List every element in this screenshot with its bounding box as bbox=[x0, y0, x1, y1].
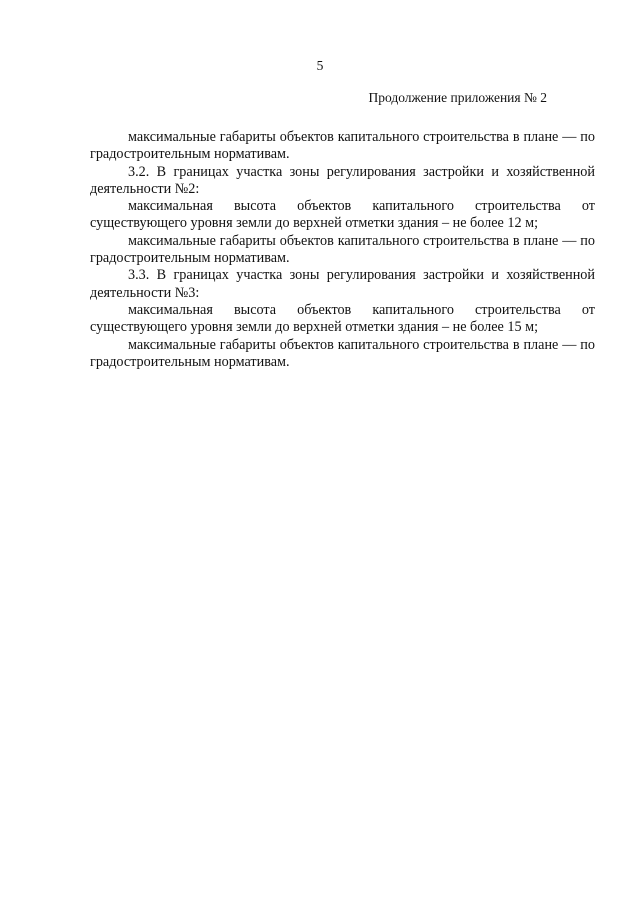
paragraph-dimensions-zone-3: максимальные габариты объектов капитального строительства в плане — по градостроительным нормативам. bbox=[90, 336, 595, 370]
appendix-continuation-note: Продолжение приложения № 2 bbox=[368, 90, 547, 105]
document-body bbox=[90, 129, 595, 371]
paragraph-dimensions-zone-2: максимальные габариты объектов капитального строительства в плане — по градостроительным нормативам. bbox=[90, 232, 595, 267]
page-number: 5 bbox=[316, 58, 324, 73]
paragraph-section-3-3: 3.3. В границах участка зоны регулирования застройки и хозяйственной деятельности №3: bbox=[90, 267, 595, 301]
paragraph-dimensions-zone-1: максимальные габариты объектов капитального строительства в плане — по градостроительным нормативам. bbox=[90, 129, 595, 163]
paragraph-section-3-2: 3.2. В границах участка зоны регулирования застройки и хозяйственной деятельности №2: bbox=[90, 163, 595, 197]
paragraph-height-zone-3: максимальная высота объектов капитального строительства от существующего уровня земли до верхней отметки здания – не более 15 м; bbox=[90, 301, 595, 336]
paragraph-height-zone-2: максимальная высота объектов капитального строительства от существующего уровня земли до верхней отметки здания – не более 12 м; bbox=[90, 198, 595, 232]
